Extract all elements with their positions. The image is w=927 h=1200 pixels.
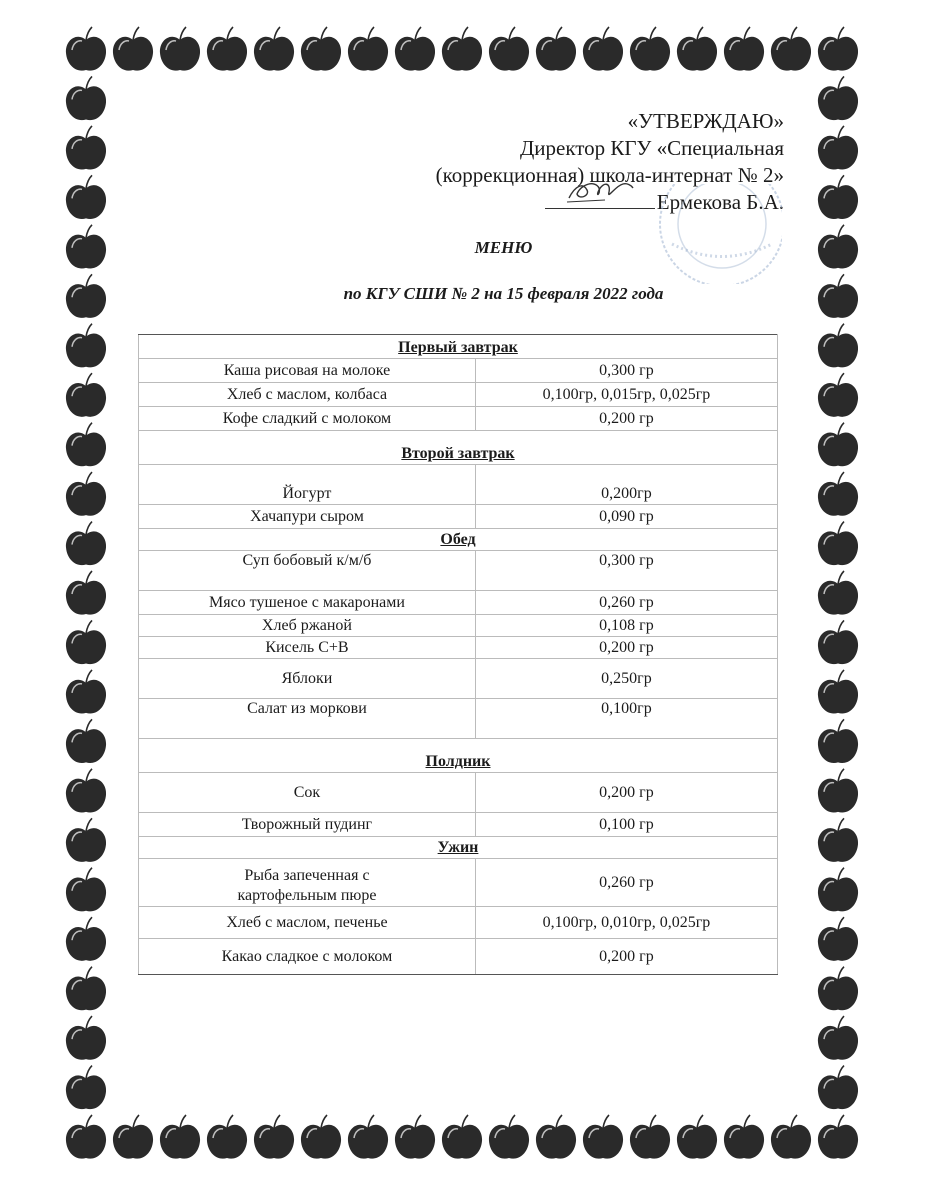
director-name: Ермекова Б.А. [656, 190, 784, 214]
apple-icon [724, 1115, 764, 1159]
apple-icon [113, 1115, 153, 1159]
apple-icon [818, 1016, 858, 1060]
apple-icon [66, 126, 106, 170]
section-second-breakfast: Второй завтрак [139, 431, 778, 465]
apple-icon [442, 27, 482, 71]
dish-name: Хлеб с маслом, колбаса [139, 383, 476, 407]
apple-icon [583, 1115, 623, 1159]
apple-icon [818, 423, 858, 467]
table-row [139, 383, 778, 407]
apple-icon [724, 27, 764, 71]
dish-quantity: 0,300 гр [475, 359, 777, 383]
apple-icon [583, 27, 623, 71]
apple-icon [66, 1115, 106, 1159]
section-dinner: Ужин [139, 837, 778, 859]
dish-name [139, 859, 476, 907]
table-row [139, 551, 778, 591]
dish-name: Каша рисовая на молоке [139, 359, 476, 383]
menu-table [138, 334, 778, 975]
apple-icon [113, 27, 153, 71]
apple-icon [66, 175, 106, 219]
dish-name: Салат из моркови [139, 699, 476, 739]
apple-icon [818, 818, 858, 862]
section-row [139, 529, 778, 551]
apple-icon [254, 27, 294, 71]
apple-icon [301, 1115, 341, 1159]
section-first-breakfast: Первый завтрак [139, 335, 778, 359]
dish-quantity: 0,200гр [475, 465, 777, 505]
apple-icon [818, 868, 858, 912]
section-row [139, 837, 778, 859]
apple-icon [66, 620, 106, 664]
apple-icon [66, 522, 106, 566]
apple-icon [818, 571, 858, 615]
apple-icon [348, 27, 388, 71]
apple-icon [818, 472, 858, 516]
dish-quantity: 0,260 гр [475, 591, 777, 615]
table-row [139, 659, 778, 699]
apple-icon [489, 1115, 529, 1159]
dish-name: Сок [139, 773, 476, 813]
dish-name: Какао сладкое с молоком [139, 939, 476, 975]
table-row [139, 907, 778, 939]
dish-quantity: 0,200 гр [475, 407, 777, 431]
table-row [139, 407, 778, 431]
apple-icon [818, 175, 858, 219]
apple-icon [66, 1016, 106, 1060]
apple-icon [66, 27, 106, 71]
apple-icon [66, 769, 106, 813]
table-row [139, 773, 778, 813]
apple-icon [536, 1115, 576, 1159]
table-row [139, 591, 778, 615]
apple-icon [160, 1115, 200, 1159]
apple-icon [677, 27, 717, 71]
apple-icon [818, 620, 858, 664]
apple-icon [818, 522, 858, 566]
dish-quantity: 0,100гр, 0,015гр, 0,025гр [475, 383, 777, 407]
apple-icon [395, 1115, 435, 1159]
apple-icon [818, 76, 858, 120]
table-row [139, 813, 778, 837]
dish-quantity: 0,200 гр [475, 939, 777, 975]
apple-icon [66, 76, 106, 120]
approval-position: Директор КГУ «Специальная [519, 136, 784, 160]
apple-icon [818, 670, 858, 714]
apple-icon [771, 27, 811, 71]
apple-icon [66, 670, 106, 714]
apple-icon [818, 719, 858, 763]
dish-quantity: 0,250гр [475, 659, 777, 699]
apple-icon [66, 917, 106, 961]
apple-icon [207, 27, 247, 71]
apple-icon [630, 1115, 670, 1159]
apple-icon [254, 1115, 294, 1159]
apple-icon [818, 27, 858, 71]
official-stamp [612, 184, 782, 284]
apple-icon [818, 324, 858, 368]
dish-name: Хлеб ржаной [139, 615, 476, 637]
dish-name: Творожный пудинг [139, 813, 476, 837]
section-row [139, 335, 778, 359]
section-lunch: Обед [139, 529, 778, 551]
dish-quantity: 0,260 гр [475, 859, 777, 907]
dish-quantity: 0,300 гр [475, 551, 777, 591]
table-row [139, 859, 778, 907]
apple-icon [66, 373, 106, 417]
menu-subtitle: по КГУ СШИ № 2 на 15 февраля 2022 года [343, 284, 664, 303]
dish-quantity: 0,200 гр [475, 773, 777, 813]
apple-icon [66, 868, 106, 912]
apple-icon [348, 1115, 388, 1159]
menu-title: МЕНЮ [474, 238, 533, 257]
apple-icon [66, 1066, 106, 1110]
dish-name: Хлеб с маслом, печенье [139, 907, 476, 939]
apple-icon [66, 472, 106, 516]
table-row [139, 699, 778, 739]
table-row [139, 359, 778, 383]
section-row [139, 431, 778, 465]
dish-name: Йогурт [139, 465, 476, 505]
apple-icon [630, 27, 670, 71]
table-row [139, 637, 778, 659]
apple-icon [818, 1066, 858, 1110]
table-row [139, 615, 778, 637]
approval-organization: (коррекционная) школа-интернат № 2» [435, 163, 784, 187]
dish-quantity: 0,100 гр [475, 813, 777, 837]
apple-icon [160, 27, 200, 71]
dish-name: Яблоки [139, 659, 476, 699]
apple-icon [66, 571, 106, 615]
table-row [139, 465, 778, 505]
apple-icon [207, 1115, 247, 1159]
apple-icon [818, 769, 858, 813]
apple-icon [818, 917, 858, 961]
apple-icon [818, 373, 858, 417]
apple-icon [818, 126, 858, 170]
dish-name: Кофе сладкий с молоком [139, 407, 476, 431]
apple-icon [489, 27, 529, 71]
apple-icon [818, 1115, 858, 1159]
dish-quantity: 0,100гр [475, 699, 777, 739]
dish-quantity: 0,200 гр [475, 637, 777, 659]
table-row [139, 505, 778, 529]
apple-icon [818, 967, 858, 1011]
dish-name: Мясо тушеное с макаронами [139, 591, 476, 615]
dish-name: Кисель С+В [139, 637, 476, 659]
apple-icon [66, 423, 106, 467]
apple-icon [66, 818, 106, 862]
apple-icon [66, 719, 106, 763]
apple-icon [395, 27, 435, 71]
apple-icon [536, 27, 576, 71]
apple-icon [66, 967, 106, 1011]
apple-icon [677, 1115, 717, 1159]
apple-icon [442, 1115, 482, 1159]
section-afternoon-snack: Полдник [139, 739, 778, 773]
dish-name: Суп бобовый к/м/б [139, 551, 476, 591]
dish-quantity: 0,108 гр [475, 615, 777, 637]
approval-heading: «УТВЕРЖДАЮ» [627, 109, 784, 133]
dish-name-text: Рыба запеченная с картофельным пюре [237, 867, 377, 904]
apple-icon [771, 1115, 811, 1159]
section-row [139, 739, 778, 773]
dish-name: Хачапури сыром [139, 505, 476, 529]
table-row [139, 939, 778, 975]
apple-icon [66, 324, 106, 368]
dish-quantity: 0,090 гр [475, 505, 777, 529]
apple-icon [301, 27, 341, 71]
dish-quantity: 0,100гр, 0,010гр, 0,025гр [475, 907, 777, 939]
